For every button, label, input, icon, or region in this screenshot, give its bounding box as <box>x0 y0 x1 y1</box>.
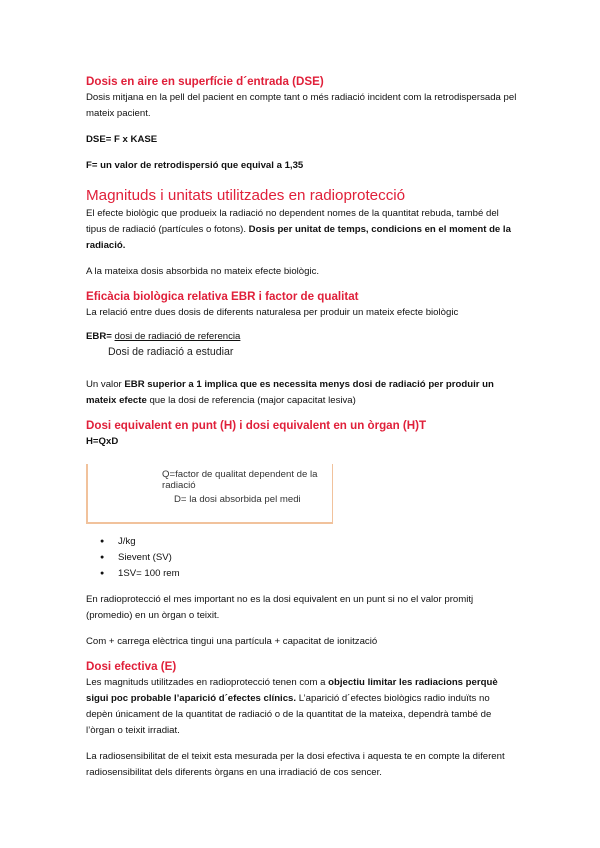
ebr-denominator: Dosi de radiació a estudiar <box>108 346 234 358</box>
box-line-q: Q=factor de qualitat dependent de la radiació <box>162 469 318 491</box>
heading-dse: Dosis en aire en superfície d´entrada (DSE) <box>86 75 324 88</box>
paragraph-mateixa-dosis: A la mateixa dosis absorbida no mateix efecte biològic. <box>86 266 320 277</box>
heading-dosi-efectiva: Dosi efectiva (E) <box>86 660 177 673</box>
list-item: ● 1SV= 100 rem <box>118 566 518 582</box>
definition-f: F= un valor de retrodispersió que equival a 1,35 <box>86 160 304 171</box>
list-item: ● Sievent (SV) <box>118 550 518 566</box>
paragraph-radioproteccio: En radioprotecció el mes important no es la dosi equivalent en un punt si no el valor promitj (promedio) en un òrgan o teixit. <box>86 594 474 621</box>
heading-magnituds: Magnituds i unitats utilitzades en radioprotecció <box>86 187 406 204</box>
units-list <box>86 534 518 582</box>
formula-h: H=QxD <box>86 436 119 447</box>
formula-ebr: EBR= dosi de radiació de referencia <box>86 331 241 342</box>
paragraph-magnituds: El efecte biològic que produeix la radiació no dependent nomes de la quantitat rebuda, també del tipus de radiació (partícules o fotons). Dosis per unitat de temps, condicions en el moment de la radiació. <box>86 208 511 251</box>
paragraph-ebr: La relació entre dues dosis de diferents naturalesa per produir un mateix efecte biològic <box>86 307 459 318</box>
paragraph-radiosensibilitat: La radiosensibilitat de el teixit esta mesurada per la dosi efectiva i aquesta te en compte la diferent radiosensibilitat dels diferents òrgans en una irradiació de cos sencer. <box>86 751 505 778</box>
ebr-numerator: dosi de radiació de referencia <box>114 331 241 342</box>
paragraph-dosi-efectiva: Les magnituds utilitzades en radioprotecció tenen com a objectiu limitar les radiacions perquè sigui poc probable l’aparició d´efectes clínics. L’aparició d´efectes biològics radio induïts no depèn únicament de la quantitat de radiació o de la quantitat de la mateixa, dependrà també de l’òrgan o teixit irradiat. <box>86 677 498 736</box>
definition-box <box>86 464 333 524</box>
paragraph-carrega: Com + carrega elèctrica tingui una partícula + capacitat de ionització <box>86 636 378 647</box>
list-item: ● J/kg <box>118 534 518 550</box>
formula-dse: DSE= F x KASE <box>86 134 158 145</box>
box-line-d: D= la dosi absorbida pel medi <box>174 494 301 505</box>
heading-dosi-equivalent: Dosi equivalent en punt (H) i dosi equivalent en un òrgan (H)T <box>86 419 427 432</box>
document-page <box>86 74 518 781</box>
paragraph-ebr-superior: Un valor EBR superior a 1 implica que es necessita menys dosi de radiació per produir un mateix efecte que la dosi de referencia (major capacitat lesiva) <box>86 379 494 406</box>
paragraph-dse: Dosis mitjana en la pell del pacient en compte tant o més radiació incident com la retrodispersada pel mateix pacient. <box>86 92 517 119</box>
heading-ebr: Eficàcia biològica relativa EBR i factor de qualitat <box>86 290 359 303</box>
